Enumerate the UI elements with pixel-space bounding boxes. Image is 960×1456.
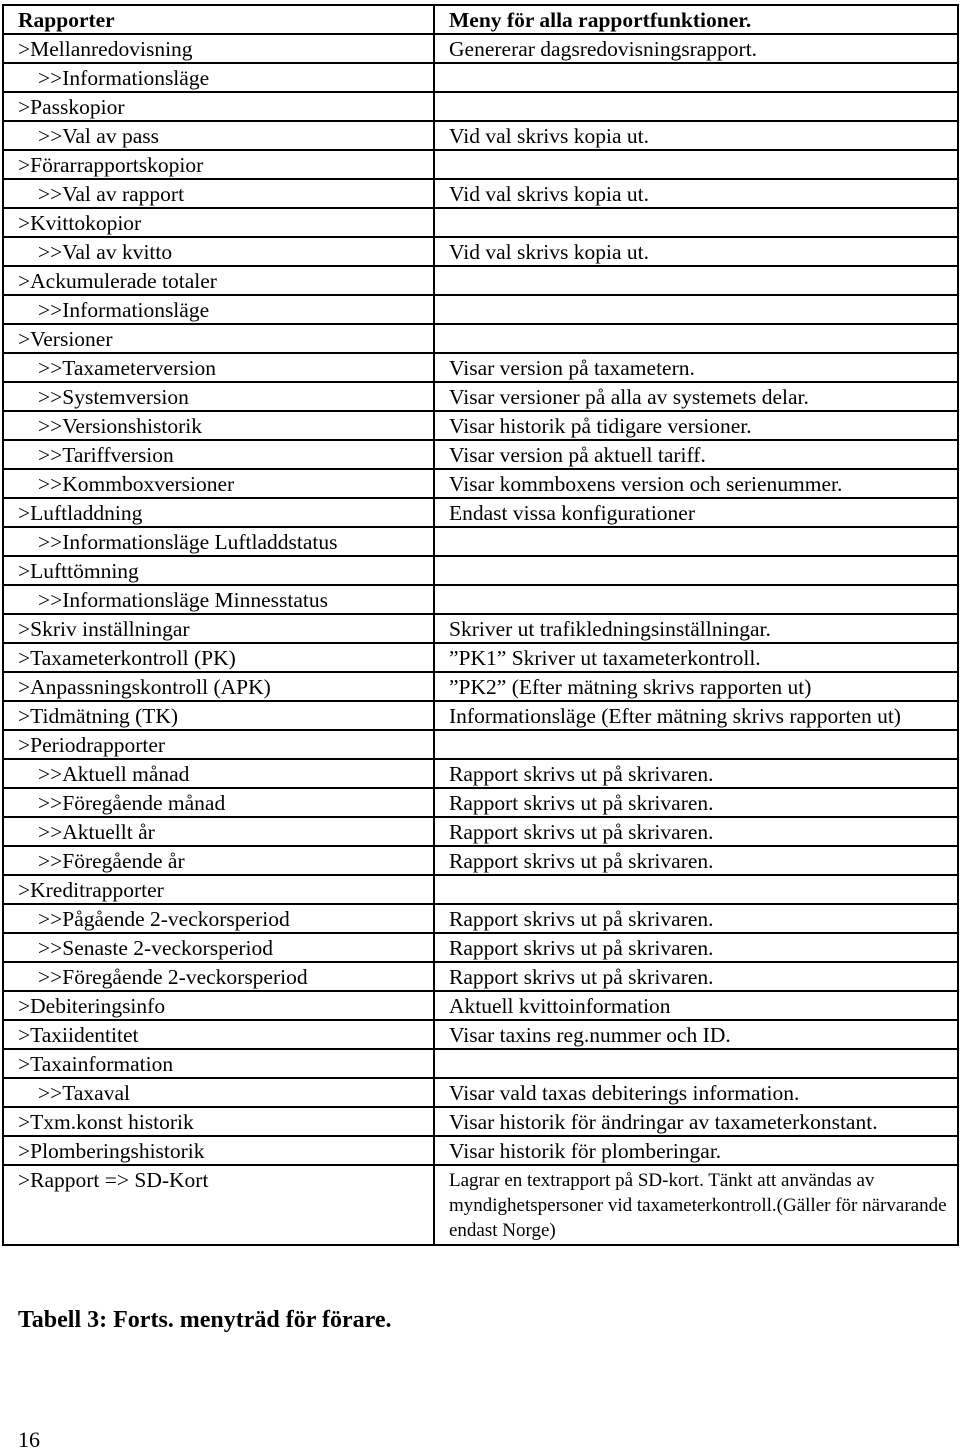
table-row [3, 585, 958, 614]
menu-item-cell: >Luftladdning [3, 498, 434, 527]
menu-item-cell: >>Pågående 2-veckorsperiod [3, 904, 434, 933]
description-cell: Visar taxins reg.nummer och ID. [434, 1020, 958, 1049]
description-cell: Rapport skrivs ut på skrivaren. [434, 904, 958, 933]
table-row [3, 701, 958, 730]
table-row [3, 63, 958, 92]
menu-item-cell: >>Informationsläge Minnesstatus [3, 585, 434, 614]
table-row [3, 179, 958, 208]
menu-item-cell: >Periodrapporter [3, 730, 434, 759]
table-row [3, 1165, 958, 1245]
table-row [3, 92, 958, 121]
description-cell: Genererar dagsredovisningsrapport. [434, 34, 958, 63]
menu-item-cell: >Rapport => SD-Kort [3, 1165, 434, 1245]
menu-item-cell: >>Systemversion [3, 382, 434, 411]
table-row [3, 208, 958, 237]
table-row [3, 266, 958, 295]
table-row [3, 353, 958, 382]
table-row [3, 759, 958, 788]
menu-item-cell: >>Versionshistorik [3, 411, 434, 440]
description-cell: Visar historik på tidigare versioner. [434, 411, 958, 440]
menu-item-cell: >Kvittokopior [3, 208, 434, 237]
menu-item-cell: >>Föregående månad [3, 788, 434, 817]
description-cell: Visar vald taxas debiterings information. [434, 1078, 958, 1107]
menu-item-cell: >>Informationsläge Luftladdstatus [3, 527, 434, 556]
description-cell [434, 92, 958, 121]
table-row [3, 933, 958, 962]
menu-item-cell: >Versioner [3, 324, 434, 353]
description-cell: Meny för alla rapportfunktioner. [434, 5, 958, 34]
menu-item-cell: >Anpassningskontroll (APK) [3, 672, 434, 701]
table-row [3, 324, 958, 353]
description-cell: Visar kommboxens version och serienummer. [434, 469, 958, 498]
menu-item-cell: >Plomberingshistorik [3, 1136, 434, 1165]
table-row [3, 846, 958, 875]
menu-item-cell: >>Kommboxversioner [3, 469, 434, 498]
description-cell: Vid val skrivs kopia ut. [434, 237, 958, 266]
menu-item-cell: >>Föregående 2-veckorsperiod [3, 962, 434, 991]
menu-item-cell: >>Informationsläge [3, 63, 434, 92]
description-cell: Visar historik för plomberingar. [434, 1136, 958, 1165]
table-row [3, 440, 958, 469]
description-cell [434, 295, 958, 324]
description-cell: Vid val skrivs kopia ut. [434, 179, 958, 208]
table-row [3, 1020, 958, 1049]
table-row [3, 527, 958, 556]
table-row [3, 991, 958, 1020]
menu-item-cell: >>Senaste 2-veckorsperiod [3, 933, 434, 962]
description-cell: Aktuell kvittoinformation [434, 991, 958, 1020]
table-row [3, 643, 958, 672]
menu-item-cell: >>Tariffversion [3, 440, 434, 469]
table-row [3, 295, 958, 324]
description-cell: ”PK2” (Efter mätning skrivs rapporten ut) [434, 672, 958, 701]
description-cell [434, 527, 958, 556]
table-row [3, 150, 958, 179]
table-caption: Tabell 3: Forts. menyträd för förare. [18, 1307, 392, 1333]
table-row [3, 1078, 958, 1107]
table-row [3, 34, 958, 63]
description-cell: Rapport skrivs ut på skrivaren. [434, 962, 958, 991]
table-row [3, 121, 958, 150]
table-row [3, 962, 958, 991]
description-cell [434, 324, 958, 353]
menu-item-cell: >Tidmätning (TK) [3, 701, 434, 730]
table-row [3, 904, 958, 933]
page-number: 16 [18, 1427, 40, 1452]
menu-item-cell: >>Föregående år [3, 846, 434, 875]
menu-item-cell: >Ackumulerade totaler [3, 266, 434, 295]
menu-item-cell: >Passkopior [3, 92, 434, 121]
table-row [3, 498, 958, 527]
description-cell [434, 63, 958, 92]
description-cell [434, 875, 958, 904]
table-row [3, 614, 958, 643]
description-cell: Endast vissa konfigurationer [434, 498, 958, 527]
table-row [3, 411, 958, 440]
table-row [3, 1107, 958, 1136]
table-row [3, 237, 958, 266]
table-row [3, 556, 958, 585]
description-cell: Rapport skrivs ut på skrivaren. [434, 788, 958, 817]
menu-item-cell: >>Val av kvitto [3, 237, 434, 266]
menu-item-cell: >>Aktuellt år [3, 817, 434, 846]
menu-item-cell: >Skriv inställningar [3, 614, 434, 643]
menu-item-cell: >Lufttömning [3, 556, 434, 585]
menu-item-cell: >>Aktuell månad [3, 759, 434, 788]
description-cell: Informationsläge (Efter mätning skrivs rapporten ut) [434, 701, 958, 730]
table-row [3, 672, 958, 701]
description-cell [434, 266, 958, 295]
menu-item-cell: >Txm.konst historik [3, 1107, 434, 1136]
table-row [3, 875, 958, 904]
description-cell: Vid val skrivs kopia ut. [434, 121, 958, 150]
description-cell [434, 730, 958, 759]
menu-item-cell: >Taxiidentitet [3, 1020, 434, 1049]
menu-item-cell: >Taxainformation [3, 1049, 434, 1078]
menu-item-cell: >Debiteringsinfo [3, 991, 434, 1020]
description-cell: Rapport skrivs ut på skrivaren. [434, 933, 958, 962]
menu-item-cell: Rapporter [3, 5, 434, 34]
description-cell [434, 556, 958, 585]
description-cell: Rapport skrivs ut på skrivaren. [434, 759, 958, 788]
description-cell: Visar historik för ändringar av taxameterkonstant. [434, 1107, 958, 1136]
description-cell: Lagrar en textrapport på SD-kort. Tänkt att användas av myndighetspersoner vid taxameterkontroll.(Gäller för närvarande endast Norge) [434, 1165, 958, 1245]
description-cell [434, 150, 958, 179]
menu-item-cell: >Kreditrapporter [3, 875, 434, 904]
menu-item-cell: >>Taxameterversion [3, 353, 434, 382]
menu-item-cell: >Mellanredovisning [3, 34, 434, 63]
menu-item-cell: >>Val av rapport [3, 179, 434, 208]
table-row [3, 817, 958, 846]
description-cell: Skriver ut trafikledningsinställningar. [434, 614, 958, 643]
description-cell: Rapport skrivs ut på skrivaren. [434, 846, 958, 875]
description-cell [434, 1049, 958, 1078]
menu-item-cell: >Taxameterkontroll (PK) [3, 643, 434, 672]
table-row [3, 382, 958, 411]
menu-item-cell: >Förarrapportskopior [3, 150, 434, 179]
description-cell: Rapport skrivs ut på skrivaren. [434, 817, 958, 846]
table-row [3, 788, 958, 817]
description-cell [434, 585, 958, 614]
description-cell: ”PK1” Skriver ut taxameterkontroll. [434, 643, 958, 672]
menu-item-cell: >>Taxaval [3, 1078, 434, 1107]
table-row [3, 1049, 958, 1078]
table-row [3, 5, 958, 34]
menu-tree-body [3, 5, 958, 1245]
table-row [3, 1136, 958, 1165]
description-cell: Visar version på taxametern. [434, 353, 958, 382]
description-cell [434, 208, 958, 237]
menu-item-cell: >>Informationsläge [3, 295, 434, 324]
menu-tree-table [2, 4, 959, 1246]
description-cell: Visar versioner på alla av systemets delar. [434, 382, 958, 411]
description-cell: Visar version på aktuell tariff. [434, 440, 958, 469]
table-row [3, 469, 958, 498]
table-row [3, 730, 958, 759]
menu-item-cell: >>Val av pass [3, 121, 434, 150]
